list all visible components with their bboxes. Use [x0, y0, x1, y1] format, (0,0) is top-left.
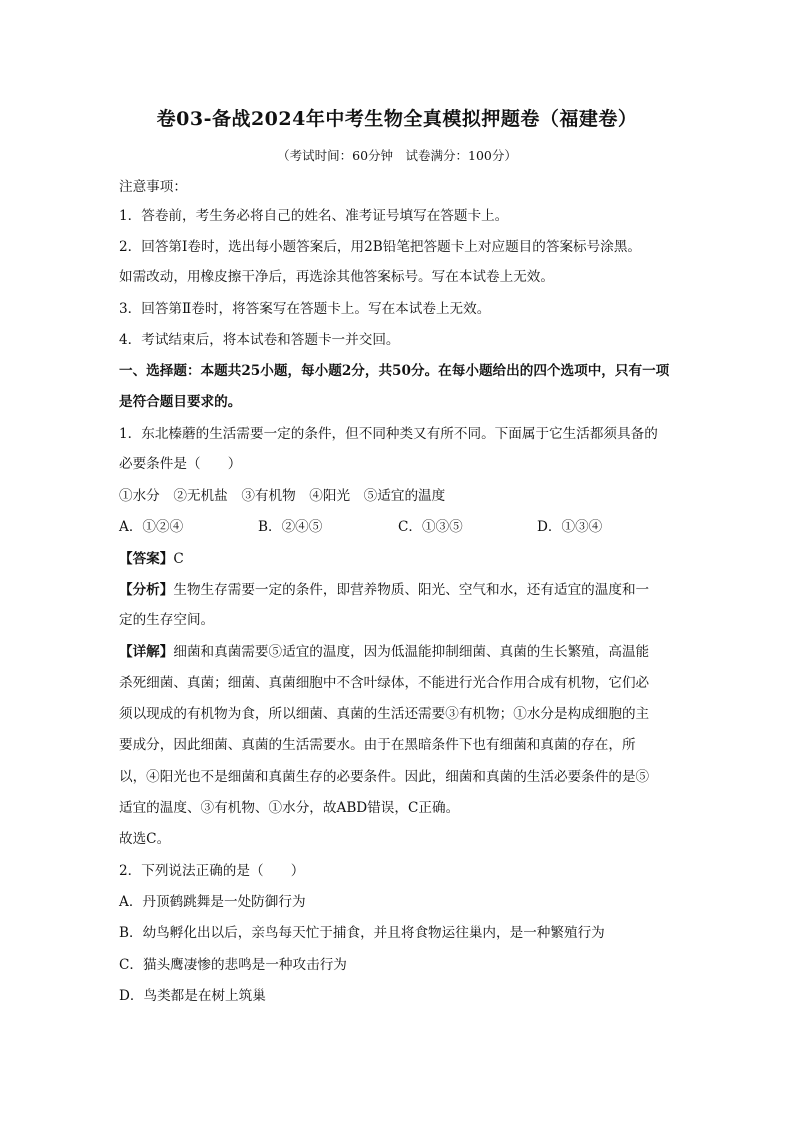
- q1-stem-line-1: 1．东北榛蘑的生活需要一定的条件，但不同种类又有所不同。下面属于它生活都须具备的: [119, 426, 658, 442]
- notice-item-2-line-2: 如需改动，用橡皮擦干净后，再选涂其他答案标号。写在本试卷上无效。: [119, 269, 554, 285]
- exam-title: 卷03-备战2024年中考生物全真模拟押题卷（福建卷）: [156, 108, 638, 130]
- analysis-tag: 【分析】: [119, 582, 174, 598]
- q2-option-b: B．幼鸟孵化出以后，亲鸟每天忙于捕食，并且将食物运往巢内，是一种繁殖行为: [119, 925, 605, 941]
- q2-stem: 2．下列说法正确的是（ ）: [119, 863, 305, 879]
- q1-option-c: C．①③⑤: [398, 519, 463, 535]
- q1-conclusion: 故选C。: [119, 831, 171, 847]
- section-heading-line-1: 一、选择题：本题共25小题，每小题2分，共50分。在每小题给出的四个选项中，只有一项: [119, 363, 670, 379]
- exam-subtitle: （考试时间：60分钟 试卷满分：100分）: [277, 148, 517, 163]
- detail-text-1: 细菌和真菌需要⑤适宜的温度，因为低温能抑制细菌、真菌的生长繁殖，高温能: [173, 644, 650, 660]
- notice-item-4: 4．考试结束后，将本试卷和答题卡一并交回。: [119, 332, 400, 348]
- notice-item-2-line-1: 2．回答第Ⅰ卷时，选出每小题答案后，用2B铅笔把答题卡上对应题目的答案标号涂黑。: [119, 239, 642, 255]
- analysis-text-1: 生物生存需要一定的条件，即营养物质、阳光、空气和水，还有适宜的温度和一: [173, 582, 650, 598]
- q1-detail-line-4: 要成分，因此细菌、真菌的生活需要水。由于在黑暗条件下也有细菌和真菌的存在，所: [119, 737, 636, 753]
- q1-detail-line-1: [119, 642, 679, 662]
- q1-detail-line-6: 适宜的温度、③有机物、①水分，故ABD错误，C正确。: [119, 800, 460, 816]
- q1-answer: [119, 549, 679, 569]
- q1-option-a: A．①②④: [119, 519, 184, 535]
- q1-option-b: B．②④⑤: [258, 519, 323, 535]
- q1-conditions: ①水分 ②无机盐 ③有机物 ④阳光 ⑤适宜的温度: [119, 488, 446, 504]
- q1-detail-line-5: 以，④阳光也不是细菌和真菌生存的必要条件。因此，细菌和真菌的生活必要条件的是⑤: [119, 769, 650, 785]
- answer-tag: 【答案】: [119, 551, 174, 567]
- detail-tag: 【详解】: [119, 644, 174, 660]
- q1-detail-line-3: 须以现成的有机物为食，所以细菌、真菌的生活还需要③有机物；①水分是构成细胞的主: [119, 706, 650, 722]
- q1-analysis-line-1: [119, 580, 679, 600]
- q2-option-c: C．猫头鹰凄惨的悲鸣是一种攻击行为: [119, 957, 347, 973]
- notice-item-3: 3．回答第Ⅱ卷时，将答案写在答题卡上。写在本试卷上无效。: [119, 301, 491, 317]
- q1-detail-line-2: 杀死细菌、真菌；细菌、真菌细胞中不含叶绿体，不能进行光合作用合成有机物，它们必: [119, 675, 650, 691]
- answer-value: C: [173, 551, 184, 567]
- q1-analysis-line-2: 定的生存空间。: [119, 612, 215, 628]
- notice-heading: 注意事项：: [119, 179, 187, 195]
- q1-option-d: D．①③④: [537, 519, 603, 535]
- q1-stem-line-2: 必要条件是（ ）: [119, 456, 242, 472]
- q2-option-d: D．鸟类都是在树上筑巢: [119, 988, 266, 1004]
- notice-item-1: 1．答卷前，考生务必将自己的姓名、准考证号填写在答题卡上。: [119, 208, 509, 224]
- section-heading-line-2: 是符合题目要求的。: [119, 394, 242, 410]
- q2-option-a: A．丹顶鹤跳舞是一处防御行为: [119, 894, 306, 910]
